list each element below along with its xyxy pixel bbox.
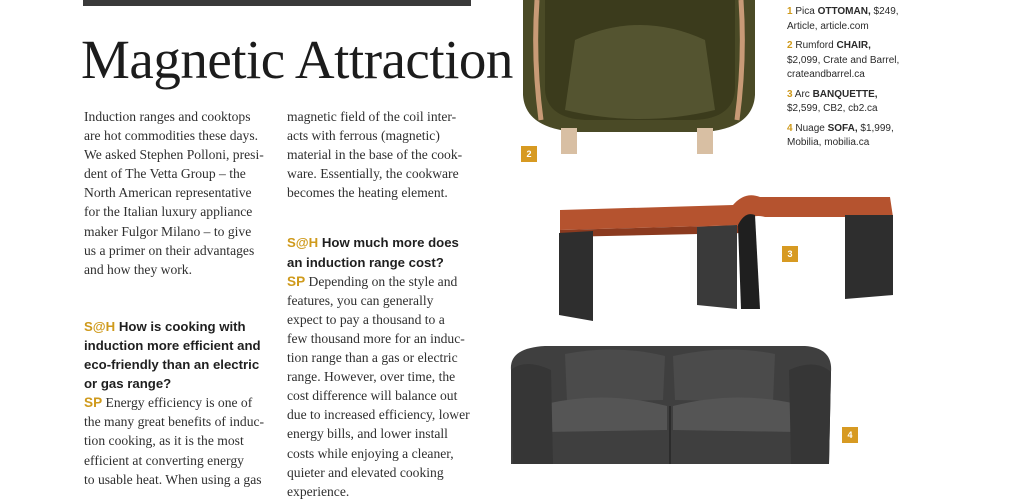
answer-2-line: quieter and elevated cooking	[287, 464, 444, 480]
question-1-line: induction more efficient and	[84, 337, 261, 353]
answer-2-line: features, you can generally	[287, 292, 434, 308]
answer-1-line: the many great benefits of induc-	[84, 414, 265, 430]
column-1	[84, 107, 276, 489]
product-legend	[787, 5, 1007, 156]
question-1-line: eco-friendly than an electric	[84, 357, 260, 373]
intro-line: and how they work.	[84, 261, 192, 277]
sp-tag: SP	[287, 273, 306, 289]
answer-2-line: few thousand more for an induc-	[287, 330, 465, 346]
intro-line: dent of The Vetta Group – the	[84, 166, 246, 182]
answer-1-line: SP Energy efficiency is one of	[84, 395, 253, 411]
answer-2-line: due to increased efficiency, lower	[287, 407, 470, 423]
question-2-line: S@H How much more does	[287, 235, 459, 251]
sofa-number-badge: 4	[842, 427, 858, 443]
sah-tag: S@H	[287, 235, 319, 251]
bench-photo	[555, 185, 900, 325]
product-item-3: 3 Arc BANQUETTE, $2,599, CB2, cb2.ca	[787, 88, 878, 114]
intro-line: Induction ranges and cooktops	[84, 109, 251, 124]
intro-line: for the Italian luxury appliance	[84, 204, 253, 220]
sp-tag: SP	[84, 395, 103, 411]
answer-2-line: SP Depending on the style and	[287, 273, 458, 289]
answer-2-line: cost difference will balance out	[287, 388, 458, 404]
col2-line: becomes the heating element.	[287, 185, 448, 201]
intro-line: North American representative	[84, 185, 252, 201]
intro-line: us a primer on their advantages	[84, 242, 255, 258]
col2-line: magnetic field of the coil inter-	[287, 109, 457, 124]
product-item-4: 4 Nuage SOFA, $1,999, Mobilia, mobilia.ca	[787, 122, 894, 148]
intro-line: maker Fulgor Milano – to give	[84, 223, 252, 239]
col2-line: material in the base of the cook-	[287, 147, 463, 163]
product-item-2: 2 Rumford CHAIR, $2,099, Crate and Barrel, crateandbarrel.ca	[787, 40, 900, 80]
answer-1-line: tion cooking, as it is the most	[84, 433, 244, 449]
top-rule	[83, 0, 471, 6]
answer-1-line: to usable heat. When using a gas	[84, 471, 262, 487]
intro-line: are hot commodities these days.	[84, 128, 259, 144]
col2-line: ware. Essentially, the cookware	[287, 166, 459, 182]
answer-2-line: tion range than a gas or electric	[287, 350, 458, 366]
answer-2-line: experience.	[287, 483, 350, 499]
chair-number-badge: 2	[521, 146, 537, 162]
answer-2-line: energy bills, and lower install	[287, 426, 448, 442]
question-2-line: an induction range cost?	[287, 254, 444, 270]
answer-2-line: expect to pay a thousand to a	[287, 311, 445, 327]
answer-1-line: efficient at converting energy	[84, 452, 244, 468]
bench-number-badge: 3	[782, 246, 798, 262]
product-item-1: 1 Pica OTTOMAN, $249, Article, article.com	[787, 6, 899, 32]
sofa-photo	[505, 340, 835, 470]
answer-2-line: range. However, over time, the	[287, 369, 456, 385]
intro-line: We asked Stephen Polloni, presi-	[84, 147, 264, 163]
answer-2-line: costs while enjoying a cleaner,	[287, 445, 454, 461]
question-1-line: or gas range?	[84, 376, 172, 392]
column-2	[287, 107, 479, 501]
col2-line: acts with ferrous (magnetic)	[287, 128, 440, 144]
headline: Magnetic Attraction	[81, 29, 513, 90]
chair-photo	[515, 0, 765, 160]
sah-tag: S@H	[84, 318, 116, 334]
question-1-line: S@H How is cooking with	[84, 318, 246, 334]
